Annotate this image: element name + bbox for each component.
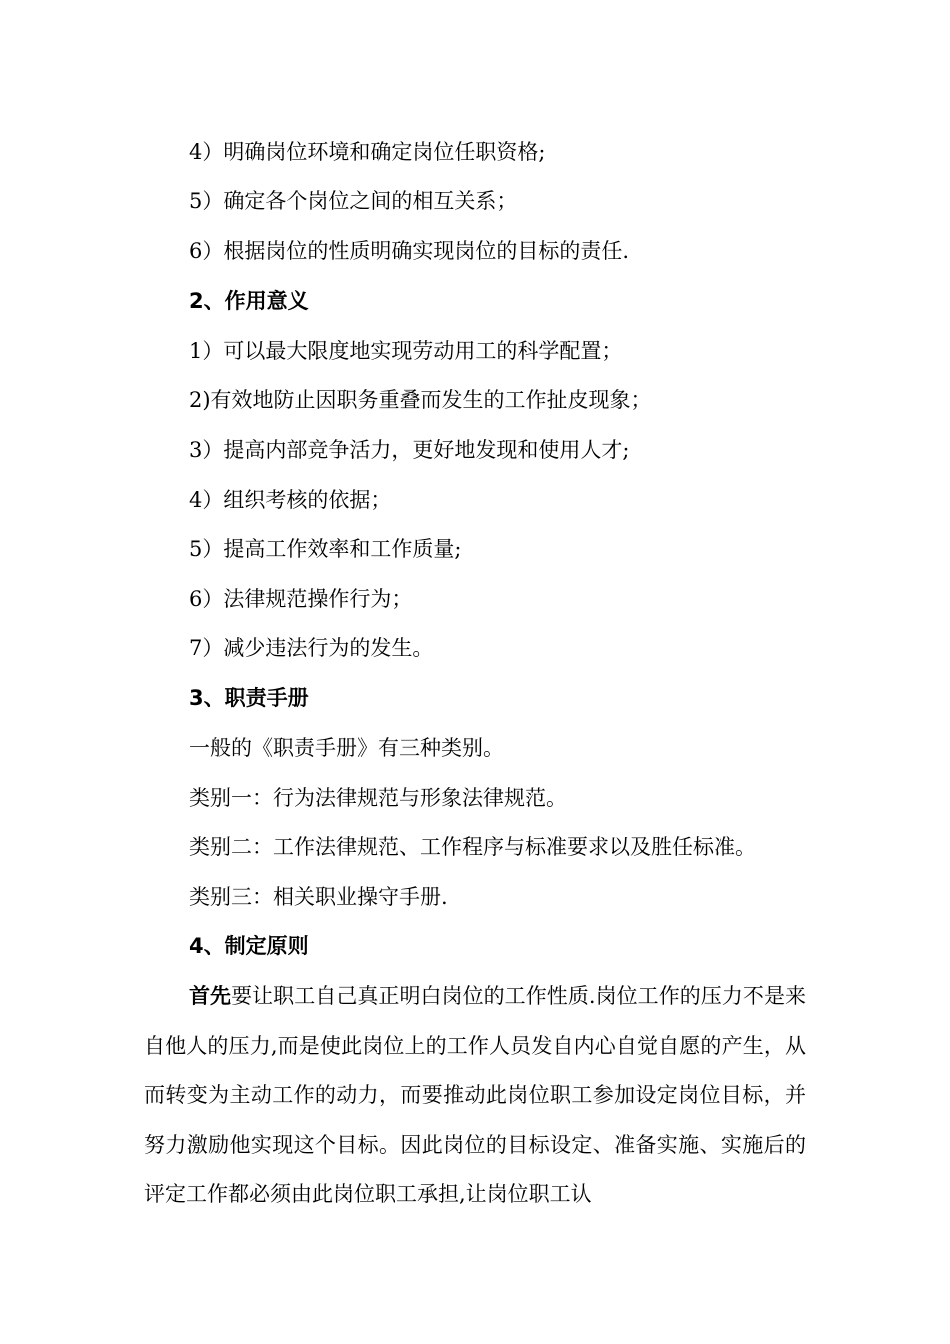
list-item: 一般的《职责手册》有三种类别。 <box>189 736 504 760</box>
list-item: 1）可以最大限度地实现劳动用工的科学配置； <box>189 339 623 363</box>
list-item: 4）明确岗位环境和确定岗位任职资格; <box>189 140 546 164</box>
paragraph-body: 要让职工自己真正明白岗位的工作性质.岗位工作的压力不是来自他人的压力,而是使此岗位上的工作人员发自内心自觉自愿的产生，从而转变为主动工作的动力，而要推动此岗位职工参加设定岗位目标，并努力激励他实现这个目标。因此岗位的目标设定、准备实施、实施后的评定工作都必须由此岗位职工承担,让岗位职工认 <box>144 984 806 1207</box>
list-item: 5）提高工作效率和工作质量; <box>189 537 462 561</box>
list-item: 类别一：行为法律规范与形象法律规范。 <box>189 786 567 810</box>
paragraph-lead: 首先 <box>189 984 232 1008</box>
list-item: 5）确定各个岗位之间的相互关系； <box>189 189 518 213</box>
list-item: 6）法律规范操作行为； <box>189 587 413 611</box>
list-item: 7）减少违法行为的发生。 <box>189 636 434 660</box>
section-heading: 2、作用意义 <box>189 289 309 313</box>
section-heading: 3、职责手册 <box>189 686 309 710</box>
list-item: 6）根据岗位的性质明确实现岗位的目标的责任. <box>189 239 630 263</box>
section-heading: 4、制定原则 <box>189 934 309 958</box>
list-item: 类别二：工作法律规范、工作程序与标准要求以及胜任标准。 <box>189 835 756 859</box>
list-item: 类别三：相关职业操守手册. <box>189 885 448 909</box>
list-item: 2)有效地防止因职务重叠而发生的工作扯皮现象； <box>189 388 652 412</box>
principle-paragraph <box>144 972 806 1220</box>
list-item: 4）组织考核的依据； <box>189 488 392 512</box>
list-item: 3）提高内部竞争活力，更好地发现和使用人才; <box>189 438 630 462</box>
